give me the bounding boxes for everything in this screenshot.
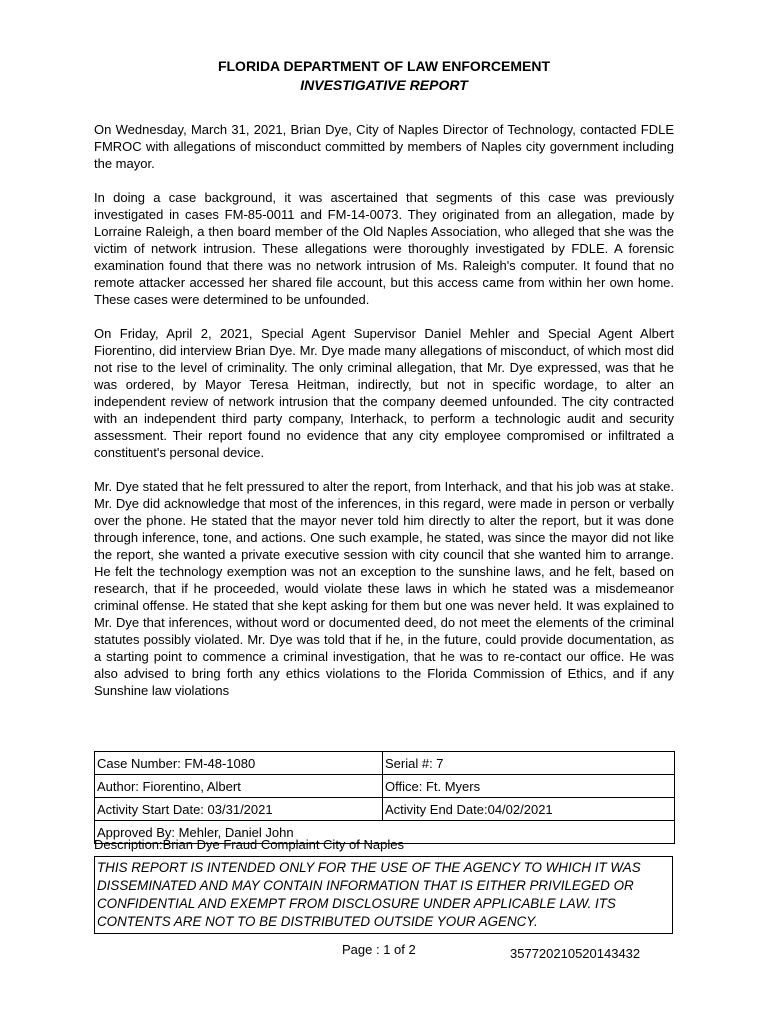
- case-number: Case Number: FM-48-1080: [95, 752, 383, 775]
- paragraph-3: On Friday, April 2, 2021, Special Agent Supervisor Daniel Mehler and Special Agent Albert Fiorentino, did interview Brian Dye. Mr. Dye made many allegations of misconduct, of which most did not rise to the level of criminality. The only criminal allegation, that Mr. Dye expressed, was that he was ordered, by Mayor Teresa Heitman, indirectly, but not in specific wordage, to alter an independent review of network intrusion that the company deemed unfounded. The city contracted with an independent third party company, Interhack, to perform a technologic audit and security assessment. Their report found no evidence that any city employee compromised or infiltrated a constituent's personal device.: [94, 326, 674, 460]
- agency-title: FLORIDA DEPARTMENT OF LAW ENFORCEMENT: [217, 58, 551, 74]
- table-row: [95, 752, 675, 775]
- paragraph-4: Mr. Dye stated that he felt pressured to alter the report, from Interhack, and that his job was at stake. Mr. Dye did acknowledge that most of the inferences, in this regard, were made in person or verbally over the phone. He stated that the mayor never told him directly to alter the report, but it was done through inference, tone, and actions. One such example, he stated, was since the mayor did not like the report, she wanted a private executive session with city council that she wanted him to arrange. He felt the technology exemption was not an exception to the sunshine laws, and he felt, based on research, that if he proceeded, would violate these laws in which he stated was a misdemeanor criminal offense. He stated that she kept asking for them but one was never held. It was explained to Mr. Dye that inferences, without word or documented deed, do not meet the elements of the criminal statutes possibly violated. Mr. Dye was told that if he, in the future, could provide documentation, as a starting point to commence a criminal investigation, that he was to re-contact our office. He was also advised to bring forth any ethics violations to the Florida Commission of Ethics, and if any Sunshine law violations: [94, 479, 674, 698]
- table-row: [95, 798, 675, 821]
- description: Description:Brian Dye Fraud Complaint City of Naples: [94, 837, 404, 852]
- document-id: 357720210520143432: [510, 946, 641, 961]
- serial-number: Serial #: 7: [383, 752, 675, 775]
- author: Author: Fiorentino, Albert: [95, 775, 383, 798]
- report-type-title: INVESTIGATIVE REPORT: [300, 77, 468, 93]
- case-info-table: [94, 751, 675, 844]
- activity-end-date: Activity End Date:04/02/2021: [383, 798, 675, 821]
- office: Office: Ft. Myers: [383, 775, 675, 798]
- report-header: [0, 57, 768, 95]
- activity-start-date: Activity Start Date: 03/31/2021: [95, 798, 383, 821]
- paragraph-2: In doing a case background, it was ascertained that segments of this case was previously investigated in cases FM-85-0011 and FM-14-0073. They originated from an allegation, made by Lorraine Raleigh, a then board member of the Old Naples Association, who alleged that she was the victim of network intrusion. These allegations were thoroughly investigated by FDLE. A forensic examination found that there was no network intrusion of Ms. Raleigh's computer. It found that no remote attacker accessed her shared file account, but this access came from within her own home. These cases were determined to be unfounded.: [94, 190, 674, 307]
- approved-by: Approved By: Mehler, Daniel John: [95, 821, 675, 844]
- paragraph-1: On Wednesday, March 31, 2021, Brian Dye, City of Naples Director of Technology, contacted FDLE FMROC with allegations of misconduct committed by members of Naples city government including the mayor.: [94, 122, 674, 171]
- page-number: Page : 1 of 2: [342, 942, 416, 957]
- report-body: [94, 121, 674, 716]
- table-row: [95, 775, 675, 798]
- confidentiality-disclaimer: THIS REPORT IS INTENDED ONLY FOR THE USE OF THE AGENCY TO WHICH IT WAS DISSEMINATED AND MAY CONTAIN INFORMATION THAT IS EITHER PRIVILEGED OR CONFIDENTIAL AND EXEMPT FROM DISCLOSURE UNDER APPLICABLE LAW. ITS CONTENTS ARE NOT TO BE DISTRIBUTED OUTSIDE YOUR AGENCY.: [94, 856, 673, 934]
